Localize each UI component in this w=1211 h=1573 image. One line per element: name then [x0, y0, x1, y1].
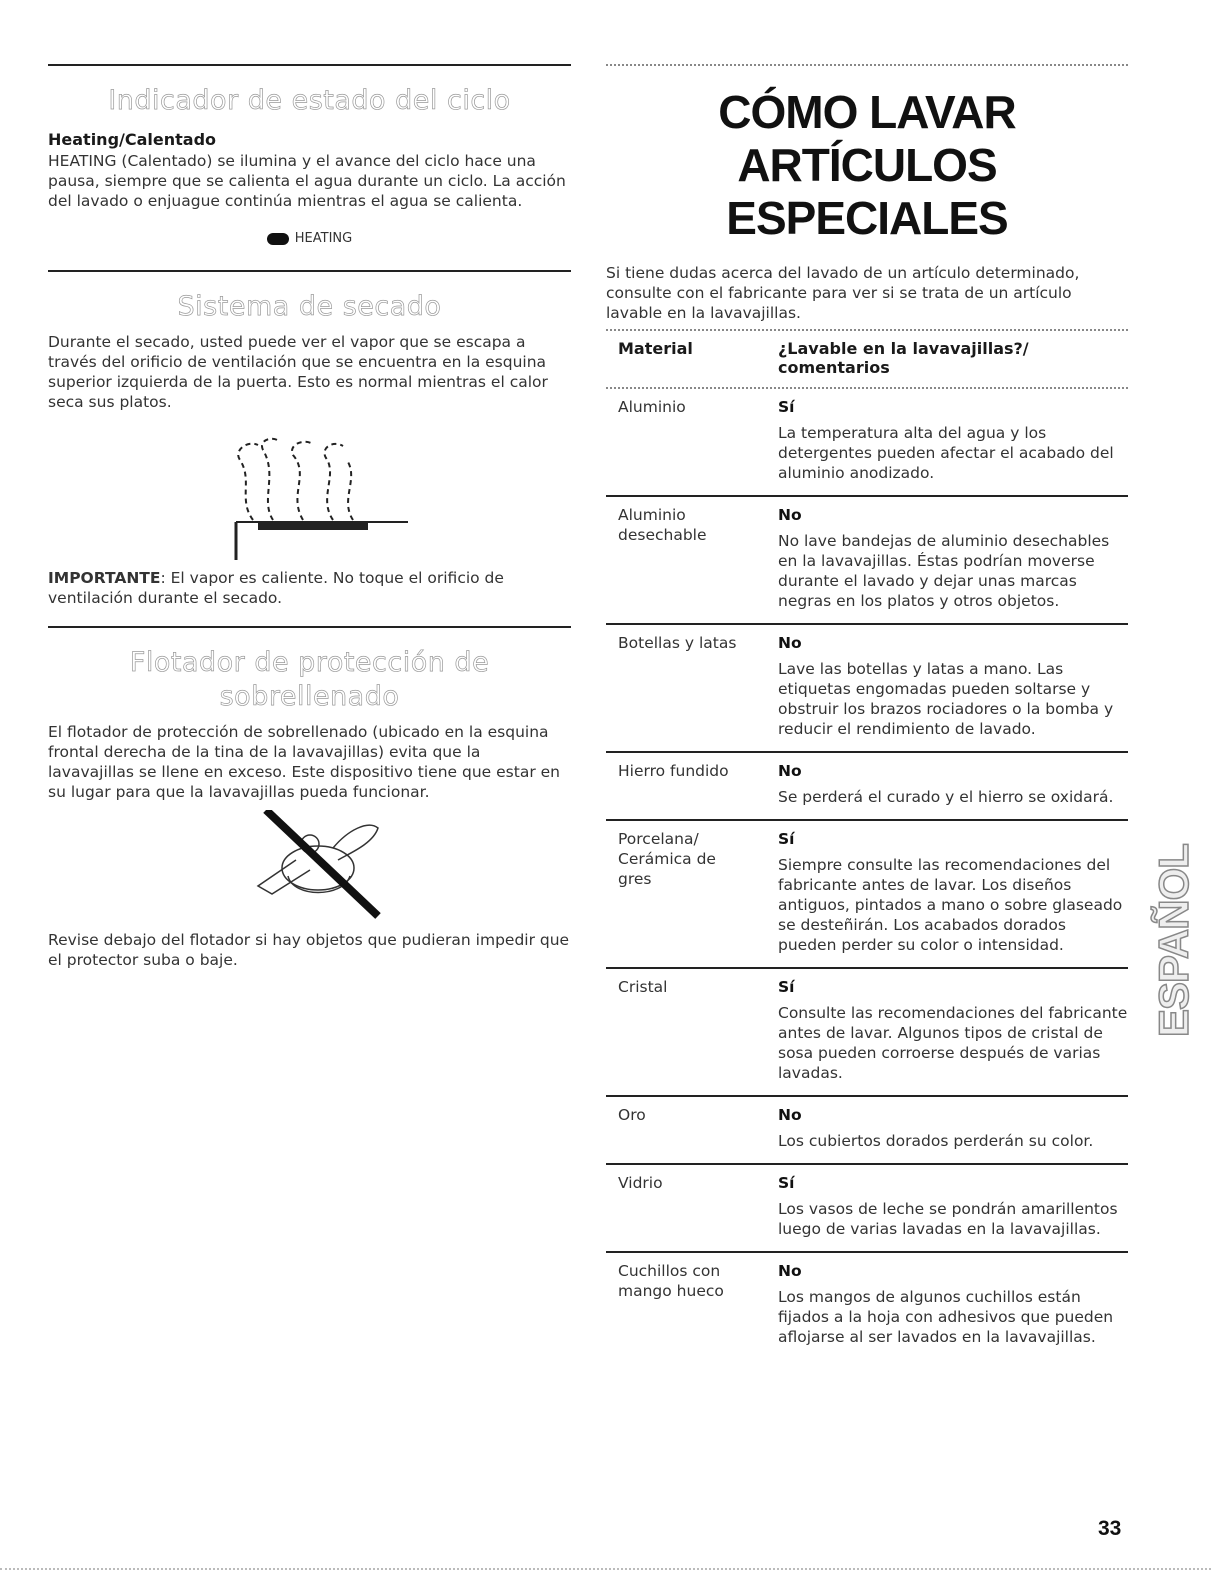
dotted-rule: [606, 64, 1128, 66]
note-cell: No lave bandejas de aluminio desechables en la lavavajillas. Éstas podrían moverse durante el lavado y dejar unas marcas negras en los platos y otros objetos.: [778, 532, 1110, 610]
verdict-cell: No: [778, 762, 802, 780]
subheading-heating: Heating/Calentado: [48, 130, 217, 149]
section-rule: [48, 626, 571, 628]
table-row: [606, 623, 1128, 751]
drying-body: Durante el secado, usted puede ver el vapor que se escapa a través del orificio de ventilación que se encuentra en la esquina superior izquierda de la puerta. Esto es normal mientras el calor seca sus platos.: [48, 333, 548, 411]
section-heading-cycle-status: Indicador de estado del ciclo: [108, 85, 511, 116]
table-row: [606, 967, 1128, 1095]
note-cell: La temperatura alta del agua y los detergentes pueden afectar el acabado del aluminio anodizado.: [778, 424, 1114, 482]
header-comment: ¿Lavable en la lavavajillas?/ comentarios: [778, 339, 1029, 377]
steam-vent-illustration: [48, 420, 571, 560]
table-row: [606, 389, 1128, 495]
note-cell: Consulte las recomendaciones del fabricante antes de lavar. Algunos tipos de cristal de sosa pueden corroerse después de varias lavadas.: [778, 1004, 1128, 1082]
title-line-2: ARTÍCULOS: [737, 139, 997, 191]
verdict-cell: Sí: [778, 1174, 795, 1192]
table-row: [606, 1251, 1128, 1359]
note-cell: Lave las botellas y latas a mano. Las etiquetas engomadas pueden soltarse y obstruir los brazos rociadores o la bomba y reducir el rendimiento de lavado.: [778, 660, 1114, 738]
float-illustration: [48, 810, 571, 922]
table-row: [606, 819, 1128, 967]
page-title: [606, 86, 1128, 245]
note-cell: Los cubiertos dorados perderán su color.: [778, 1132, 1094, 1150]
verdict-cell: No: [778, 506, 802, 524]
section-heading-drying: Sistema de secado: [177, 291, 442, 322]
verdict-cell: No: [778, 1262, 802, 1280]
material-cell: Porcelana/ Cerámica de gres: [618, 830, 716, 888]
section-rule: [48, 64, 571, 66]
overfill-footer: Revise debajo del flotador si hay objetos que pudieran impedir que el protector suba o baje.: [48, 931, 570, 969]
verdict-cell: Sí: [778, 830, 795, 848]
intro-text: Si tiene dudas acerca del lavado de un artículo determinado, consulte con el fabricante para ver si se trata de un artículo lavable en la lavavajillas.: [606, 264, 1080, 322]
verdict-cell: Sí: [778, 978, 795, 996]
verdict-cell: Sí: [778, 398, 795, 416]
section-heading-overfill: Flotador de protección de sobrellenado: [129, 647, 490, 712]
page-number: 33: [1098, 1517, 1122, 1540]
steam-vent-icon: [48, 420, 571, 560]
material-cell: Cuchillos con mango hueco: [618, 1262, 724, 1300]
table-row: [606, 495, 1128, 623]
material-cell: Aluminio: [618, 398, 686, 416]
right-column: [606, 64, 1128, 1359]
important-label: IMPORTANTE: [48, 569, 161, 587]
heating-indicator: [48, 231, 571, 246]
material-cell: Oro: [618, 1106, 646, 1124]
table-row: [606, 1095, 1128, 1163]
material-cell: Botellas y latas: [618, 634, 737, 652]
overfill-body: El flotador de protección de sobrellenado (ubicado en la esquina frontal derecha de la tina de la lavavajillas) evita que la lavavajillas se llene en exceso. Este dispositivo tiene que estar en su lugar para que la lavavajillas pueda funcionar.: [48, 723, 560, 801]
table-header: [606, 331, 1128, 387]
verdict-cell: No: [778, 1106, 802, 1124]
material-cell: Hierro fundido: [618, 762, 729, 780]
language-side-tab: ESPAÑOL: [1150, 844, 1197, 1038]
note-cell: Siempre consulte las recomendaciones del fabricante antes de lavar. Los diseños antiguos, pintados a mano o sobre glaseado se desteñirán. Los acabados dorados pueden perder su color o intensidad.: [778, 856, 1123, 954]
header-material: Material: [618, 339, 693, 358]
table-row: [606, 1163, 1128, 1251]
important-text: : El vapor es caliente. No toque el orificio de ventilación durante el secado.: [48, 569, 504, 607]
left-column: [48, 64, 571, 970]
title-line-1: CÓMO LAVAR: [718, 86, 1016, 138]
note-cell: Los mangos de algunos cuchillos están fijados a la hoja con adhesivos que pueden aflojarse al ser lavados en la lavavajillas.: [778, 1288, 1114, 1346]
title-line-3: ESPECIALES: [726, 192, 1008, 244]
note-cell: Los vasos de leche se pondrán amarillentos luego de varias lavadas en la lavavajillas.: [778, 1200, 1118, 1238]
indicator-light-icon: [267, 233, 289, 245]
verdict-cell: No: [778, 634, 802, 652]
material-cell: Cristal: [618, 978, 668, 996]
important-note: [48, 568, 571, 608]
material-cell: Aluminio desechable: [618, 506, 707, 544]
footer-rule: [0, 1568, 1211, 1570]
table-row: [606, 751, 1128, 819]
note-cell: Se perderá el curado y el hierro se oxidará.: [778, 788, 1114, 806]
material-cell: Vidrio: [618, 1174, 663, 1192]
overfill-float-icon: [48, 810, 571, 922]
section-rule: [48, 270, 571, 272]
heating-body: HEATING (Calentado) se ilumina y el avance del ciclo hace una pausa, siempre que se calienta el agua durante un ciclo. La acción del lavado o enjuague continúa mientras el agua se calienta.: [48, 152, 566, 210]
heating-indicator-label: HEATING: [294, 231, 353, 246]
